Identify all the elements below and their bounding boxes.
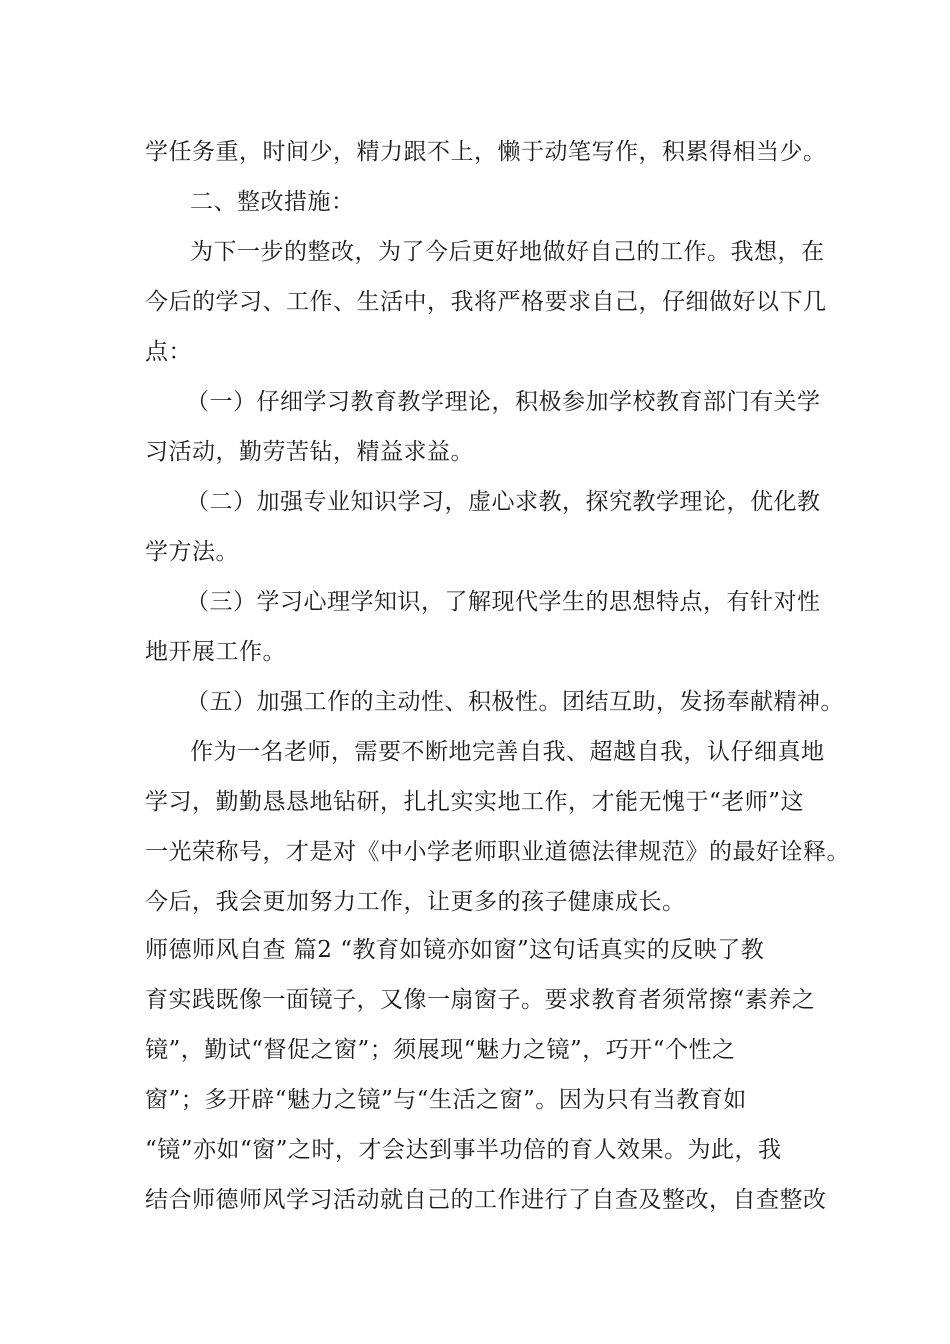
text-line-21: “镜”亦如“窗”之时，才会达到事半功倍的育人效果。为此，我 (145, 1137, 782, 1163)
text-line-16: 今后，我会更加努力工作，让更多的孩子健康成长。 (145, 889, 686, 915)
list-item-1-line-2: 习活动，勤劳苦钻，精益求益。 (145, 439, 474, 465)
list-item-3-line-1: （三）学习心理学知识，了解现代学生的思想特点，有针对性 (186, 589, 821, 615)
text-line-5: 点： (145, 339, 192, 365)
list-item-1-line-1: （一）仔细学习教育教学理论，积极参加学校教育部门有关学 (186, 389, 821, 415)
text-line-18: 育实践既像一面镜子，又像一扇窗子。要求教育者须常擦“素养之 (145, 987, 816, 1013)
list-item-2-line-1: （二）加强专业知识学习，虚心求教，探究教学理论，优化教 (186, 489, 821, 515)
text-line-15: 一光荣称号，才是对《中小学老师职业道德法律规范》的最好诠释。 (145, 839, 850, 865)
text-line-4: 今后的学习、工作、生活中，我将严格要求自己，仔细做好以下几 (145, 289, 827, 315)
text-line-19: 镜”，勤试“督促之窗”；须展现“魅力之镜”，巧开“个性之 (145, 1037, 736, 1063)
list-item-3-line-2: 地开展工作。 (145, 639, 286, 665)
section-title-part-2: 师德师风自查 篇2 “教育如镜亦如窗”这句话真实的反映了教 (145, 937, 765, 963)
list-item-5: （五）加强工作的主动性、积极性。团结互助，发扬奉献精神。 (186, 689, 844, 715)
text-line-3: 为下一步的整改，为了今后更好地做好自己的工作。我想，在 (190, 239, 825, 265)
section-heading-rectification: 二、整改措施： (190, 189, 355, 215)
text-line-1: 学任务重，时间少，精力跟不上，懒于动笔写作，积累得相当少。 (145, 139, 827, 165)
text-line-22: 结合师德师风学习活动就自己的工作进行了自查及整改，自查整改 (145, 1187, 827, 1213)
text-line-20: 窗”；多开辟“魅力之镜”与“生活之窗”。因为只有当教育如 (145, 1087, 747, 1113)
list-item-2-line-2: 学方法。 (145, 539, 239, 565)
text-line-13: 作为一名老师，需要不断地完善自我、超越自我，认仔细真地 (190, 739, 825, 765)
text-line-14: 学习，勤勤恳恳地钻研，扎扎实实地工作，才能无愧于“老师”这 (145, 789, 805, 815)
